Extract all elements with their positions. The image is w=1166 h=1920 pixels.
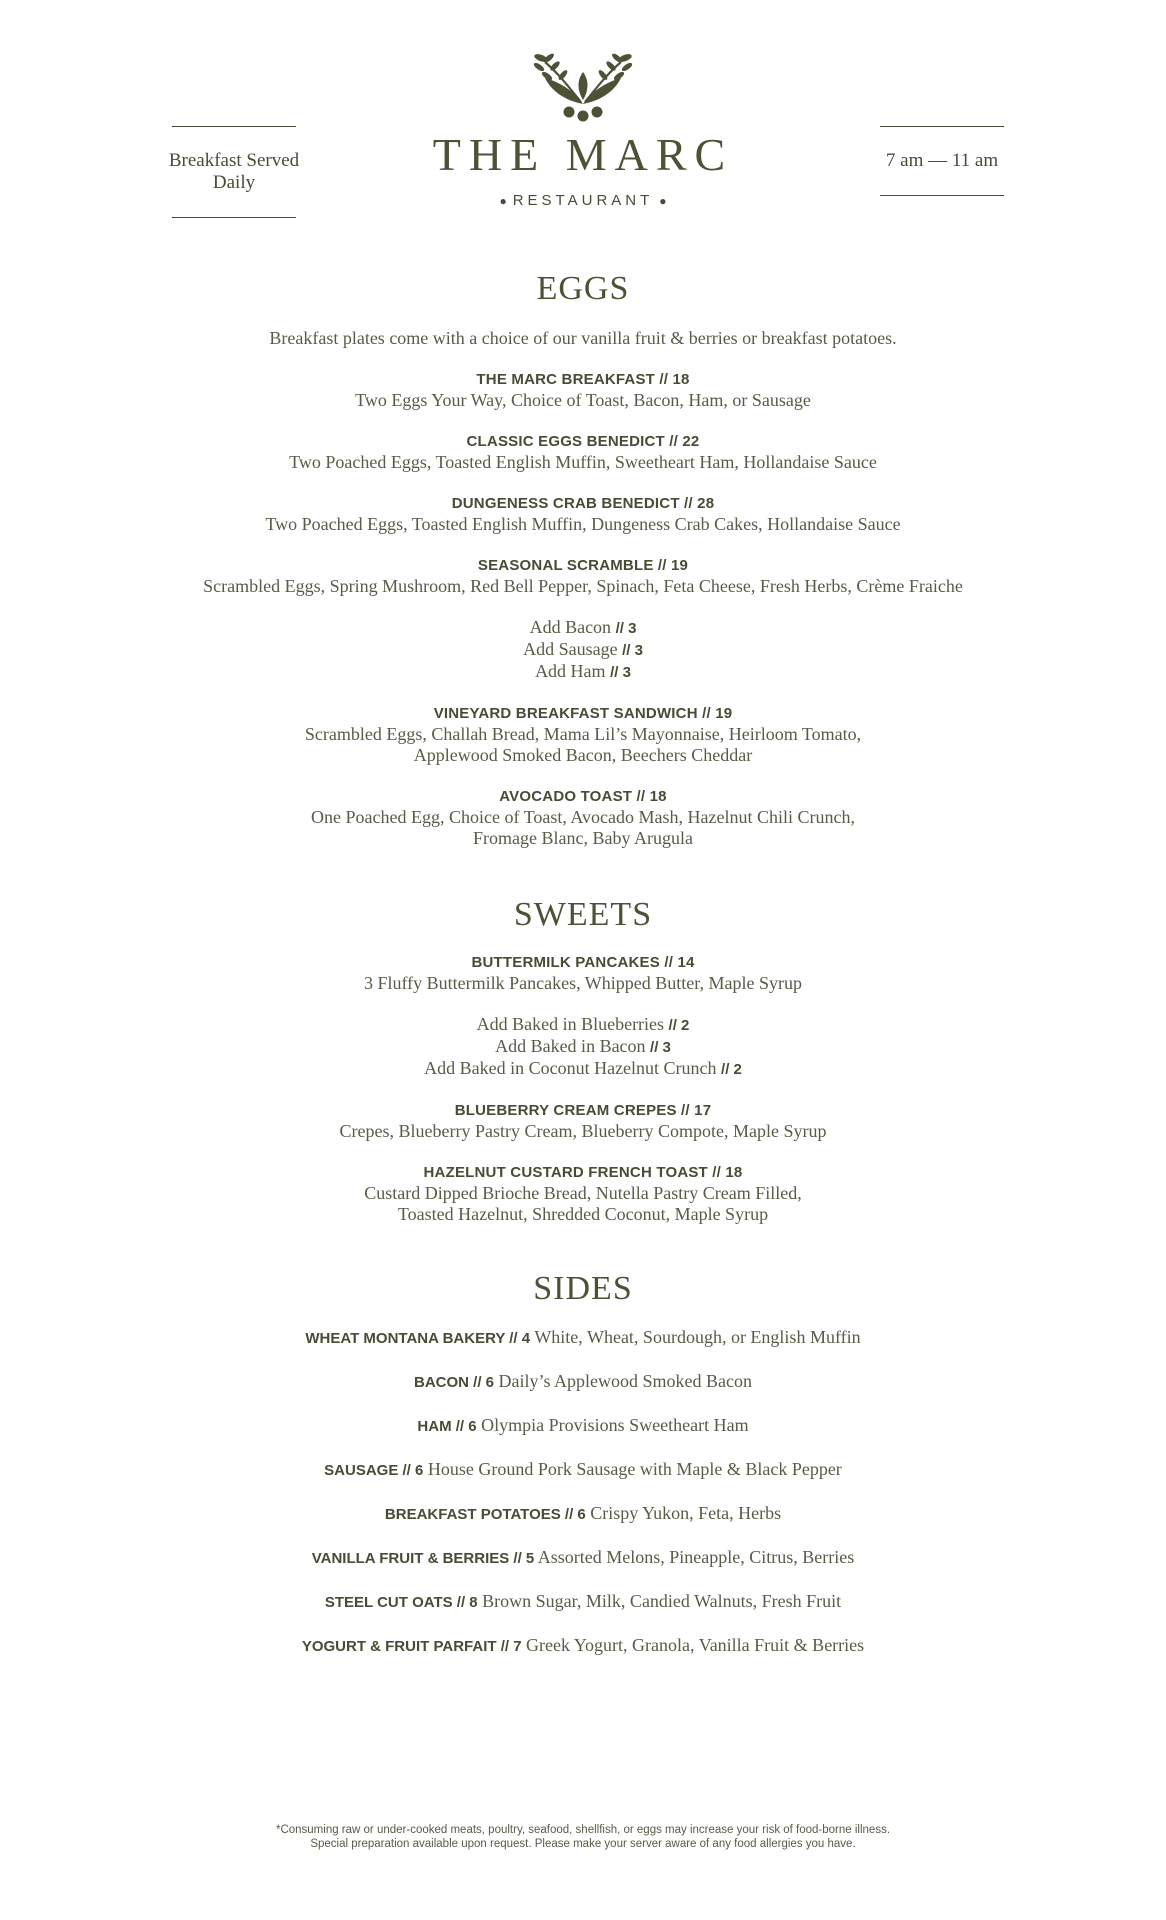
- item-name: AVOCADO TOAST // 18: [499, 788, 667, 805]
- menu-item: [0, 431, 1166, 473]
- side-name: SAUSAGE // 6: [324, 1462, 424, 1479]
- addon-label: Add Ham: [535, 661, 606, 681]
- sides-section: [0, 1272, 1166, 1658]
- list-item: [0, 1546, 1166, 1570]
- section-title-sides: SIDES: [533, 1270, 633, 1307]
- bullet-icon: ●: [659, 194, 667, 208]
- side-name: STEEL CUT OATS // 8: [324, 1594, 478, 1611]
- list-item: [0, 1590, 1166, 1614]
- item-name: BUTTERMILK PANCAKES // 14: [471, 954, 695, 971]
- item-description: One Poached Egg, Choice of Toast, Avocado Mash, Hazelnut Chili Crunch,: [311, 807, 855, 827]
- addon-item: [0, 617, 1166, 639]
- eggs-section: [0, 272, 1166, 849]
- menu-item: [0, 555, 1166, 597]
- side-description: Assorted Melons, Pineapple, Citrus, Berries: [537, 1547, 855, 1567]
- addon-item: [0, 1014, 1166, 1036]
- section-title-eggs: EGGS: [536, 270, 630, 307]
- side-description: Olympia Provisions Sweetheart Ham: [481, 1415, 749, 1435]
- item-description: Two Poached Eggs, Toasted English Muffin, Sweetheart Ham, Hollandaise Sauce: [289, 452, 877, 472]
- addon-item: [0, 639, 1166, 661]
- menu-item: [0, 952, 1166, 994]
- side-name: WHEAT MONTANA BAKERY // 4: [305, 1330, 531, 1347]
- hours-label: 7 am — 11 am: [885, 150, 999, 171]
- addon-item: [0, 1058, 1166, 1080]
- menu-header: [0, 50, 1166, 240]
- item-name: CLASSIC EGGS BENEDICT // 22: [466, 433, 700, 450]
- menu-item: [0, 1162, 1166, 1225]
- breakfast-served-label: Breakfast Served Daily: [168, 150, 300, 193]
- allergy-disclaimer: [0, 1823, 1166, 1851]
- addon-item: [0, 1036, 1166, 1058]
- addon-price: // 3: [622, 642, 643, 659]
- item-description: Scrambled Eggs, Spring Mushroom, Red Bell Pepper, Spinach, Feta Cheese, Fresh Herbs, Crème Fraiche: [203, 576, 963, 596]
- item-name: DUNGENESS CRAB BENEDICT // 28: [451, 495, 715, 512]
- disclaimer-line: *Consuming raw or under-cooked meats, poultry, seafood, shellfish, or eggs may increase your risk of food-borne illness.: [275, 1824, 891, 1836]
- menu-item: [0, 703, 1166, 766]
- side-name: BACON // 6: [414, 1374, 495, 1391]
- brand-sub-label: RESTAURANT: [512, 192, 654, 209]
- eggs-intro: Breakfast plates come with a choice of our vanilla fruit & berries or breakfast potatoes.: [269, 328, 897, 348]
- item-name: VINEYARD BREAKFAST SANDWICH // 19: [433, 705, 733, 722]
- addon-item: [0, 661, 1166, 683]
- side-description: Greek Yogurt, Granola, Vanilla Fruit & Berries: [526, 1635, 865, 1655]
- item-description: Two Eggs Your Way, Choice of Toast, Bacon, Ham, or Sausage: [355, 390, 811, 410]
- brand-name: THE MARC: [432, 129, 734, 180]
- item-description: 3 Fluffy Buttermilk Pancakes, Whipped Butter, Maple Syrup: [363, 973, 803, 993]
- item-description: Toasted Hazelnut, Shredded Coconut, Maple Syrup: [397, 1204, 769, 1224]
- sweets-section: [0, 898, 1166, 1225]
- side-name: VANILLA FRUIT & BERRIES // 5: [311, 1550, 535, 1567]
- addon-price: // 3: [615, 620, 637, 637]
- addon-list: [0, 617, 1166, 683]
- addon-label: Add Baked in Blueberries: [476, 1014, 665, 1034]
- item-description: Scrambled Eggs, Challah Bread, Mama Lil’s Mayonnaise, Heirloom Tomato,: [304, 724, 862, 744]
- side-description: White, Wheat, Sourdough, or English Muffin: [534, 1327, 861, 1347]
- addon-list: [0, 1014, 1166, 1080]
- item-description: Two Poached Eggs, Toasted English Muffin, Dungeness Crab Cakes, Hollandaise Sauce: [265, 514, 901, 534]
- item-name: THE MARC BREAKFAST // 18: [476, 371, 690, 388]
- item-description: Custard Dipped Brioche Bread, Nutella Pastry Cream Filled,: [364, 1183, 802, 1203]
- divider: [880, 195, 1004, 196]
- addon-label: Add Baked in Coconut Hazelnut Crunch: [424, 1058, 717, 1078]
- addon-price: // 2: [668, 1017, 690, 1034]
- sides-list: [0, 1326, 1166, 1658]
- side-description: House Ground Pork Sausage with Maple & Black Pepper: [427, 1459, 842, 1479]
- side-name: BREAKFAST POTATOES // 6: [384, 1506, 586, 1523]
- addon-price: // 2: [721, 1061, 742, 1078]
- item-description: Applewood Smoked Bacon, Beechers Cheddar: [413, 745, 753, 765]
- side-description: Crispy Yukon, Feta, Herbs: [590, 1503, 782, 1523]
- item-name: HAZELNUT CUSTARD FRENCH TOAST // 18: [423, 1164, 743, 1181]
- menu-item: [0, 369, 1166, 411]
- side-name: YOGURT & FRUIT PARFAIT // 7: [301, 1638, 522, 1655]
- item-description: Crepes, Blueberry Pastry Cream, Blueberry Compote, Maple Syrup: [339, 1121, 827, 1141]
- menu-item: [0, 786, 1166, 849]
- list-item: [0, 1502, 1166, 1526]
- menu-item: [0, 1100, 1166, 1142]
- list-item: [0, 1326, 1166, 1350]
- list-item: [0, 1414, 1166, 1438]
- hours-block: [862, 126, 1022, 196]
- list-item: [0, 1370, 1166, 1394]
- disclaimer-line: Special preparation available upon request. Please make your server aware of any food allergies you have.: [310, 1838, 856, 1850]
- item-description: Fromage Blanc, Baby Arugula: [473, 828, 693, 848]
- addon-label: Add Bacon: [529, 617, 612, 637]
- section-title-sweets: SWEETS: [513, 896, 653, 933]
- addon-price: // 3: [610, 664, 631, 681]
- list-item: [0, 1634, 1166, 1658]
- side-description: Daily’s Applewood Smoked Bacon: [498, 1371, 752, 1391]
- addon-label: Add Baked in Bacon: [495, 1036, 646, 1056]
- item-name: BLUEBERRY CREAM CREPES // 17: [454, 1102, 712, 1119]
- side-description: Brown Sugar, Milk, Candied Walnuts, Fresh Fruit: [482, 1591, 842, 1611]
- bullet-icon: ●: [499, 194, 507, 208]
- divider: [172, 217, 296, 218]
- side-name: HAM // 6: [417, 1418, 477, 1435]
- wheat-olive-emblem-icon: [523, 50, 643, 124]
- list-item: [0, 1458, 1166, 1482]
- addon-label: Add Sausage: [523, 639, 618, 659]
- item-name: SEASONAL SCRAMBLE // 19: [477, 557, 689, 574]
- menu-item: [0, 493, 1166, 535]
- addon-price: // 3: [650, 1039, 671, 1056]
